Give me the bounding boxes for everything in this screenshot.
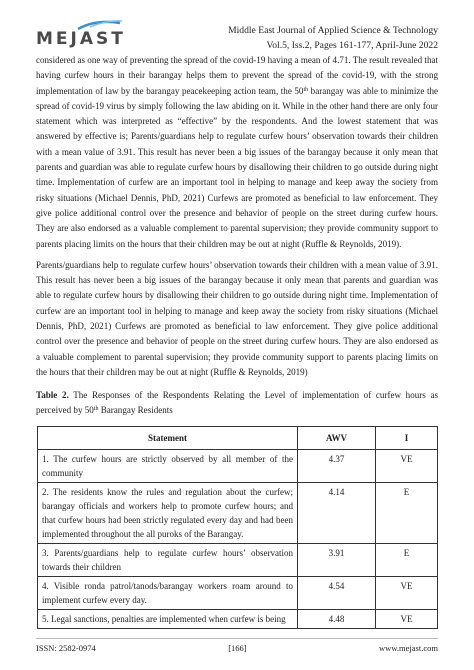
- statement-cell: 1. The curfew hours are strictly observed by all member of the community: [38, 450, 298, 483]
- table-caption-end: Barangay Residents: [98, 404, 173, 415]
- paragraph-1-rest: barangay was able to minimize the spread of covid-19 virus by simply following the law abiding on it. While in the other hand there are only four statement which was interpreted as “effective” by the respondents. And the lowest statement that was answered by effective is; Parents/guardians help to regulate curfew hours’ observation towards their children with a mean value of 3.91. This result has never been a big issues of the barangay because it only mean that parents and guardian was able to regulate curfew hours by disallowing their children to go outside during night time. Implementation of curfew are an important tool in helping to manage and keep away the society from risky situations (Michael Dennis, PhD, 2021) Curfews are promoted as beneficial to law enforcement. They give police additional control over the presence and behavior of people on the street during curfew hours. They are also endorsed as a valuable complement to parental supervision; they provide community support to parents placing limits on the hours that their children may be out at night (Ruffle & Reynolds, 2019).: [36, 85, 438, 249]
- table-row: [38, 544, 438, 577]
- journal-issue: Vol.5, Iss.2, Pages 161-177, April-June 2022: [266, 40, 438, 51]
- paragraph-1-text: considered as one way of preventing the spread of the covid-19 having a mean of 4.71. The result revealed that having curfew hours in their barangay helps them to prevent the spread of the covid-19, with the strong implementation of law by the barangay peacekeeping action team, the 50: [36, 55, 438, 96]
- awv-cell: 4.14: [298, 483, 376, 544]
- awv-cell: 3.91: [298, 544, 376, 577]
- paragraph-2: Parents/guardians help to regulate curfew hours’ observation towards their children with a mean value of 3.91. This result has never been a big issues of the barangay because it only mean that parents and guardian was able to regulate curfew hours by disallowing their children to go outside during night time. Implementation of curfew are an important tool in helping to manage and keep away the society from risky situations (Michael Dennis, PhD, 2021) Curfews are promoted as beneficial to law enforcement. They give police additional control over the presence and behavior of people on the street during curfew hours. They are also endorsed as a valuable complement to parental supervision; they provide community support to parents placing limits on the hours that their children may be out at night (Ruffle & Reynolds, 2019): [36, 259, 438, 377]
- interpretation-cell: E: [376, 544, 438, 577]
- footer-issn: ISSN: 2582-0974: [36, 643, 96, 653]
- table-row: [38, 610, 438, 629]
- paragraph-1-sup: th: [303, 86, 309, 93]
- journal-header: [228, 23, 438, 53]
- table-header-row: [38, 427, 438, 450]
- interpretation-cell: VE: [376, 577, 438, 610]
- statement-cell: 3. Parents/guardians help to regulate curfew hours’ observation towards their children: [38, 544, 298, 577]
- table-row: [38, 577, 438, 610]
- journal-title: Middle East Journal of Applied Science & Technology: [228, 25, 438, 36]
- footer-page-number: [166]: [228, 643, 247, 653]
- statement-cell: 2. The residents know the rules and regulation about the curfew; barangay officials and workers help to promote curfew hours; and that curfew hours had been strictly regulated every day and had been implemented throughout the all puroks of the Barangay.: [38, 483, 298, 544]
- footer-divider: [36, 638, 438, 639]
- table-caption: [36, 388, 438, 417]
- awv-cell: 4.37: [298, 450, 376, 483]
- statement-cell: 5. Legal sanctions, penalties are implemented when curfew is being: [38, 610, 298, 629]
- table-caption-sup: th: [93, 405, 99, 412]
- journal-logo: [36, 17, 126, 57]
- article-body: [36, 53, 438, 629]
- header-interpretation: I: [376, 427, 438, 450]
- table-row: [38, 483, 438, 544]
- header-awv: AWV: [298, 427, 376, 450]
- interpretation-cell: E: [376, 483, 438, 544]
- responses-table: [37, 426, 438, 629]
- awv-cell: 4.48: [298, 610, 376, 629]
- page-footer: [36, 643, 438, 653]
- header-statement: Statement: [38, 427, 298, 450]
- interpretation-cell: VE: [376, 450, 438, 483]
- logo-text: MEJAST: [36, 29, 126, 49]
- awv-cell: 4.54: [298, 577, 376, 610]
- statement-cell: 4. Visible ronda patrol/tanods/barangay workers roam around to implement curfew every day.: [38, 577, 298, 610]
- table-caption-text: The Responses of the Respondents Relating the Level of implementation of curfew hours as perceived by 50: [36, 390, 438, 415]
- paragraph-1: [36, 53, 438, 252]
- table-row: [38, 450, 438, 483]
- footer-website-link[interactable]: www.mejast.com: [379, 643, 438, 653]
- interpretation-cell: VE: [376, 610, 438, 629]
- table-caption-label: Table 2.: [36, 390, 69, 401]
